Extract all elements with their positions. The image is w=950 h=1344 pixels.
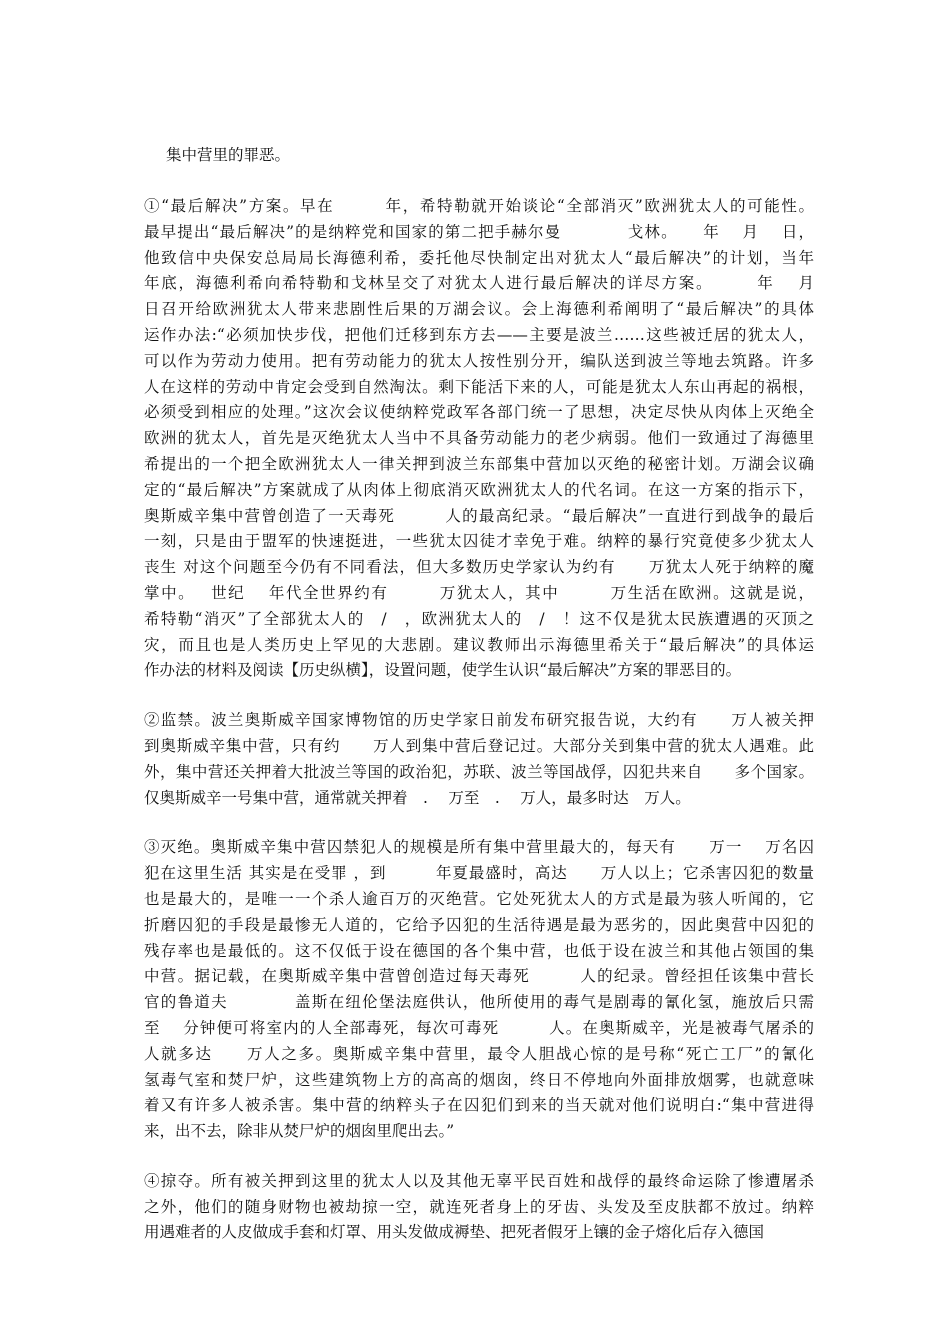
text-line: 一刻，只是由于盟军的快速挺进，一些犹太囚徒才幸免于难。纳粹的暴行究竟使多少犹太人 (144, 532, 814, 551)
text-line: 中营。据记载，在奥斯威辛集中营曾创造过每天毒死 人的纪录。曾经担任该集中营长 (144, 967, 814, 986)
text-line: 希特勒“消灭”了全部犹太人的 / ，欧洲犹太人的 / ！这不仅是犹太民族遭遇的灭顶之 (144, 609, 814, 628)
text-line: ③灭绝。奥斯威辛集中营囚禁犯人的规模是所有集中营里最大的，每天有 万一 万名囚 (144, 838, 814, 857)
paragraph (144, 1169, 814, 1246)
text-line: 必须受到相应的处理。”这次会议使纳粹党政军各部门统一了思想，决定尽快从肉体上灭绝全 (144, 403, 814, 422)
text-line: 犯在这里生活 其实是在受罪 ，到 年夏最盛时，高达 万人以上；它杀害囚犯的数量 (144, 864, 814, 883)
text-line: ①“最后解决”方案。早在 年，希特勒就开始谈论“全部消灭”欧洲犹太人的可能性。 (144, 197, 814, 215)
paragraph (144, 708, 814, 811)
text-line: 年底，海德利希向希特勒和戈林呈交了对犹太人进行最后解决的详尽方案。 年 月 (144, 274, 814, 293)
text-line: 灾，而且也是人类历史上罕见的大悲剧。建议教师出示海德里希关于“最后解决”的具体运 (144, 635, 814, 654)
text-line: 到奥斯威辛集中营，只有约 万人到集中营后登记过。大部分关到集中营的犹太人遇难。此 (144, 736, 814, 755)
text-line: 他致信中央保安总局局长海德利希，委托他尽快制定出对犹太人“最后解决”的计划，当年 (144, 248, 814, 267)
text-line: 氢毒气室和焚尸炉，这些建筑物上方的高高的烟囱，终日不停地向外面排放烟雾，也就意味 (144, 1070, 814, 1089)
text-line: ②监禁。波兰奥斯威辛国家博物馆的历史学家日前发布研究报告说，大约有 万人被关押 (144, 711, 814, 730)
text-line: 残存率也是最低的。这不仅低于设在德国的各个集中营，也低于设在波兰和其他占领国的集 (144, 941, 814, 960)
text-line: 人就多达 万人之多。奥斯威辛集中营里，最令人胆战心惊的是号称“死亡工厂”的氰化 (144, 1044, 814, 1063)
text-line: ④掠夺。所有被关押到这里的犹太人以及其他无辜平民百姓和战俘的最终命运除了惨遭屠杀 (144, 1171, 814, 1190)
text-line: 可以作为劳动力使用。把有劳动能力的犹太人按性别分开，编队送到波兰等地去筑路。许多 (144, 351, 814, 370)
section-heading: 集中营里的罪恶。 (166, 146, 291, 164)
document-body (144, 140, 814, 1246)
text-line: 折磨囚犯的手段是最惨无人道的，它给予囚犯的生活待遇是最为恶劣的，因此奥营中囚犯的 (144, 915, 814, 934)
text-line: 作办法的材料及阅读【历史纵横】，设置问题，使学生认识“最后解决”方案的罪恶目的。 (144, 661, 742, 680)
text-line: 仅奥斯威辛一号集中营，通常就关押着 . 万至 . 万人，最多时达 万人。 (144, 788, 691, 807)
text-line: 掌中。 世纪 年代全世界约有 万犹太人，其中 万生活在欧洲。这就是说， (144, 583, 814, 602)
text-line: 至 分钟便可将室内的人全部毒死，每次可毒死 人。在奥斯威辛，光是被毒气屠杀的 (144, 1018, 814, 1037)
text-line: 奥斯威辛集中营曾创造了一天毒死 人的最高纪录。“最后解决”一直进行到战争的最后 (144, 506, 814, 525)
text-line: 最早提出“最后解决”的是纳粹党和国家的第二把手赫尔曼 戈林。 年 月 日， (144, 222, 814, 241)
text-line: 外，集中营还关押着大批波兰等国的政治犯，苏联、波兰等国战俘，囚犯共来自 多个国家。 (144, 762, 814, 781)
text-line: 定的“最后解决”方案就成了从肉体上彻底消灭欧洲犹太人的代名词。在这一方案的指示下， (144, 480, 814, 499)
paragraph-list (144, 194, 814, 1246)
text-line: 希提出的一个把全欧洲犹太人一律关押到波兰东部集中营加以灭绝的秘密计划。万湖会议确 (144, 454, 814, 473)
text-line: 用遇难者的人皮做成手套和灯罩、用头发做成褥垫、把死者假牙上镶的金子熔化后存入德国 (144, 1223, 765, 1242)
paragraph (144, 194, 814, 684)
text-line: 之外，他们的随身财物也被劫掠一空，就连死者身上的牙齿、头发及至皮肤都不放过。纳粹 (144, 1197, 814, 1216)
text-line: 也是最大的，是唯一一个杀人逾百万的灭绝营。它处死犹太人的方式是最为骇人听闻的，它 (144, 889, 814, 908)
text-line: 来，出不去，除非从焚尸炉的烟囱里爬出去。” (144, 1122, 455, 1141)
text-line: 运作办法:“必须加快步伐，把他们迁移到东方去——主要是波兰……这些被迁居的犹太人， (144, 325, 814, 344)
text-line: 丧生 对这个问题至今仍有不同看法，但大多数历史学家认为约有 万犹太人死于纳粹的魔 (144, 558, 814, 577)
text-line: 欧洲的犹太人，首先是灭绝犹太人当中不具备劳动能力的老少病弱。他们一致通过了海德里 (144, 429, 814, 448)
text-line: 官的鲁道夫 盖斯在纽伦堡法庭供认，他所使用的毒气是剧毒的氰化氢，施放后只需 (144, 993, 814, 1012)
text-line: 日召开给欧洲犹太人带来悲剧性后果的万湖会议。会上海德利希阐明了“最后解决”的具体 (144, 300, 814, 319)
text-line: 人在这样的劳动中肯定会受到自然淘汰。剩下能活下来的人，可能是犹太人东山再起的祸根， (144, 377, 814, 396)
paragraph (144, 835, 814, 1145)
text-line: 着又有许多人被杀害。集中营的纳粹头子在囚犯们到来的当天就对他们说明白:“集中营进得 (144, 1096, 814, 1115)
